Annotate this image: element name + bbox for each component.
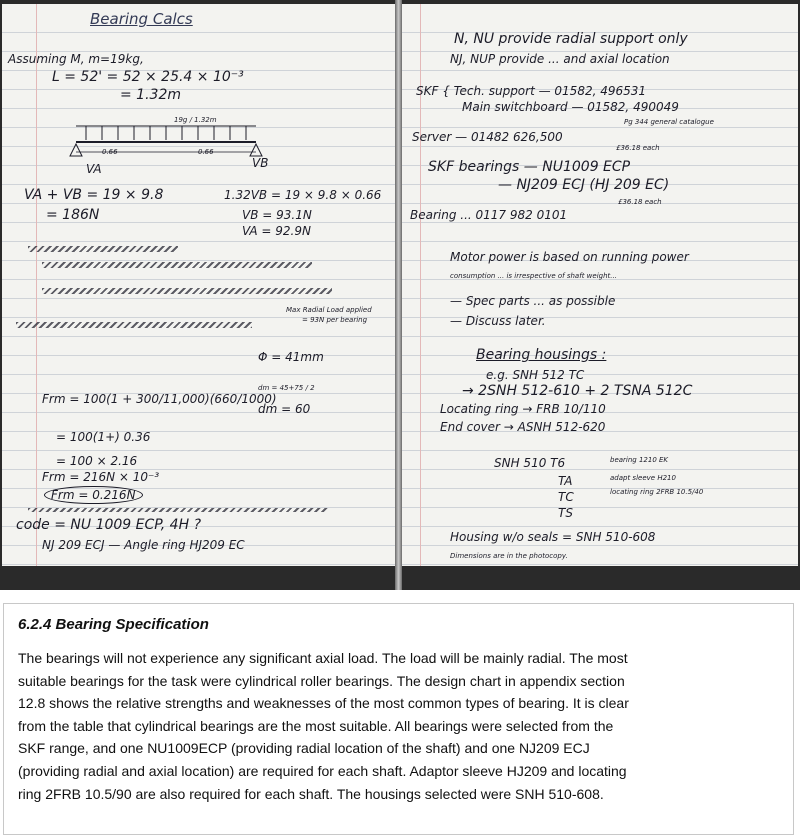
- handwritten-line: NJ 209 ECJ — Angle ring HJ209 EC: [42, 538, 245, 552]
- handwritten-line: dm = 45+75 / 2: [258, 384, 315, 392]
- handwritten-line: → 2SNH 512-610 + 2 TSNA 512C: [462, 383, 693, 399]
- crossed-out-text: [42, 262, 312, 268]
- handwritten-note: adapt sleeve H210: [610, 474, 676, 482]
- body-line: 12.8 shows the relative strengths and weaknesses of the most common types of bearing. It is clear: [18, 695, 629, 712]
- handwritten-label: VB: [252, 156, 269, 170]
- handwritten-note: bearing 1210 EK: [610, 456, 669, 464]
- crossed-out-text: [28, 508, 328, 512]
- handwritten-line: Frm = 100(1 + 300/11,000)(660/1000): [42, 392, 277, 406]
- handwritten-line: N, NU provide radial support only: [454, 31, 688, 47]
- handwritten-line: Locating ring → FRB 10/110: [440, 402, 606, 416]
- section-text-box: [3, 603, 794, 835]
- handwritten-line: L = 52' = 52 × 25.4 × 10⁻³: [52, 69, 244, 85]
- handwritten-line: Bearing ... 0117 982 0101: [410, 208, 568, 222]
- margin-line: [36, 4, 37, 566]
- crossed-out-text: [16, 322, 252, 328]
- handwritten-note: £36.18 each: [618, 198, 662, 206]
- handwritten-line: — NJ209 ECJ (HJ 209 EC): [498, 177, 670, 193]
- body-line: from the table that cylindrical bearings are the most suitable. All bearings were selected from the: [18, 717, 614, 734]
- handwritten-line: e.g. SNH 512 TC: [486, 368, 585, 382]
- handwritten-result-circled: Frm = 0.216N: [44, 486, 143, 504]
- section-heading: 6.2.4 Bearing Specification: [18, 616, 209, 633]
- body-line: SKF range, and one NU1009ECP (providing radial location of the shaft) and one NJ209 ECJ: [18, 740, 590, 757]
- handwritten-line: NJ, NUP provide ... and axial location: [450, 52, 670, 66]
- body-line: The bearings will not experience any significant axial load. The load will be mainly radial. The most: [18, 650, 628, 666]
- handwritten-line: Φ = 41mm: [258, 350, 324, 364]
- section-body: [18, 647, 778, 805]
- handwritten-line: dm = 60: [258, 402, 311, 416]
- handwritten-note: = 93N per bearing: [302, 316, 368, 324]
- crossed-out-text: [28, 246, 178, 252]
- body-line: suitable bearings for the task were cylindrical roller bearings. The design chart in appendix section: [18, 672, 625, 689]
- body-line: (providing radial and axial location) are required for each shaft. Adaptor sleeve HJ209 and locating: [18, 762, 627, 779]
- notebook-left-page: [2, 4, 396, 566]
- handwritten-line: VA = 92.9N: [242, 224, 311, 238]
- handwritten-line: Assuming M, m=19kg,: [8, 52, 144, 66]
- handwritten-line: End cover → ASNH 512-620: [440, 420, 606, 434]
- handwritten-line: SKF bearings — NU1009 ECP: [428, 159, 631, 175]
- crossed-out-text: [42, 288, 332, 294]
- handwritten-label: VA: [86, 162, 102, 176]
- handwritten-line: — Discuss later.: [450, 314, 546, 328]
- handwritten-note: Pg 344 general catalogue: [624, 118, 714, 126]
- handwritten-line: = 100 × 2.16: [56, 454, 138, 468]
- handwritten-line: Main switchboard — 01582, 490049: [462, 100, 679, 114]
- handwritten-line: = 100(1+) 0.36: [56, 430, 151, 444]
- handwritten-line: 1.32VB = 19 × 9.8 × 0.66: [224, 188, 382, 202]
- left-page-title: Bearing Calcs: [90, 10, 193, 28]
- handwritten-line: VA + VB = 19 × 9.8: [24, 187, 164, 203]
- body-line: ring 2FRB 10.5/90 are also required for each shaft. The housings selected were SNH 510-608.: [18, 785, 604, 802]
- handwritten-line: Server — 01482 626,500: [412, 130, 563, 144]
- handwritten-line: SNH 510 T6: [494, 456, 566, 470]
- notebook-spine: [395, 0, 402, 590]
- handwritten-line: TS: [558, 506, 573, 520]
- handwritten-line: = 1.32m: [120, 87, 181, 103]
- handwritten-line: Motor power is based on running power: [450, 250, 689, 264]
- handwritten-line: code = NU 1009 ECP, 4H ?: [16, 517, 201, 533]
- handwritten-line: TC: [558, 490, 574, 504]
- handwritten-line: consumption ... is irrespective of shaft weight...: [450, 272, 617, 280]
- handwritten-heading: Bearing housings :: [476, 347, 607, 363]
- handwritten-load-label: 19g / 1.32m: [174, 116, 217, 124]
- handwritten-dimension: 0.66: [198, 148, 214, 156]
- handwritten-line: — Spec parts ... as possible: [450, 294, 616, 308]
- handwritten-note: locating ring 2FRB 10.5/40: [610, 488, 704, 496]
- handwritten-line: SKF { Tech. support — 01582, 496531: [416, 84, 647, 98]
- handwritten-dimension: 0.66: [102, 148, 118, 156]
- handwritten-line: TA: [558, 474, 573, 488]
- handwritten-line: Dimensions are in the photocopy.: [450, 552, 568, 560]
- handwritten-line: VB = 93.1N: [242, 208, 312, 222]
- handwritten-line: Frm = 216N × 10⁻³: [42, 470, 160, 484]
- handwritten-line: = 186N: [46, 207, 100, 223]
- handwritten-note: £36.18 each: [616, 144, 660, 152]
- notebook-right-page: [402, 4, 798, 566]
- handwritten-note: Max Radial Load applied: [286, 306, 372, 314]
- handwritten-line: Housing w/o seals = SNH 510-608: [450, 530, 656, 544]
